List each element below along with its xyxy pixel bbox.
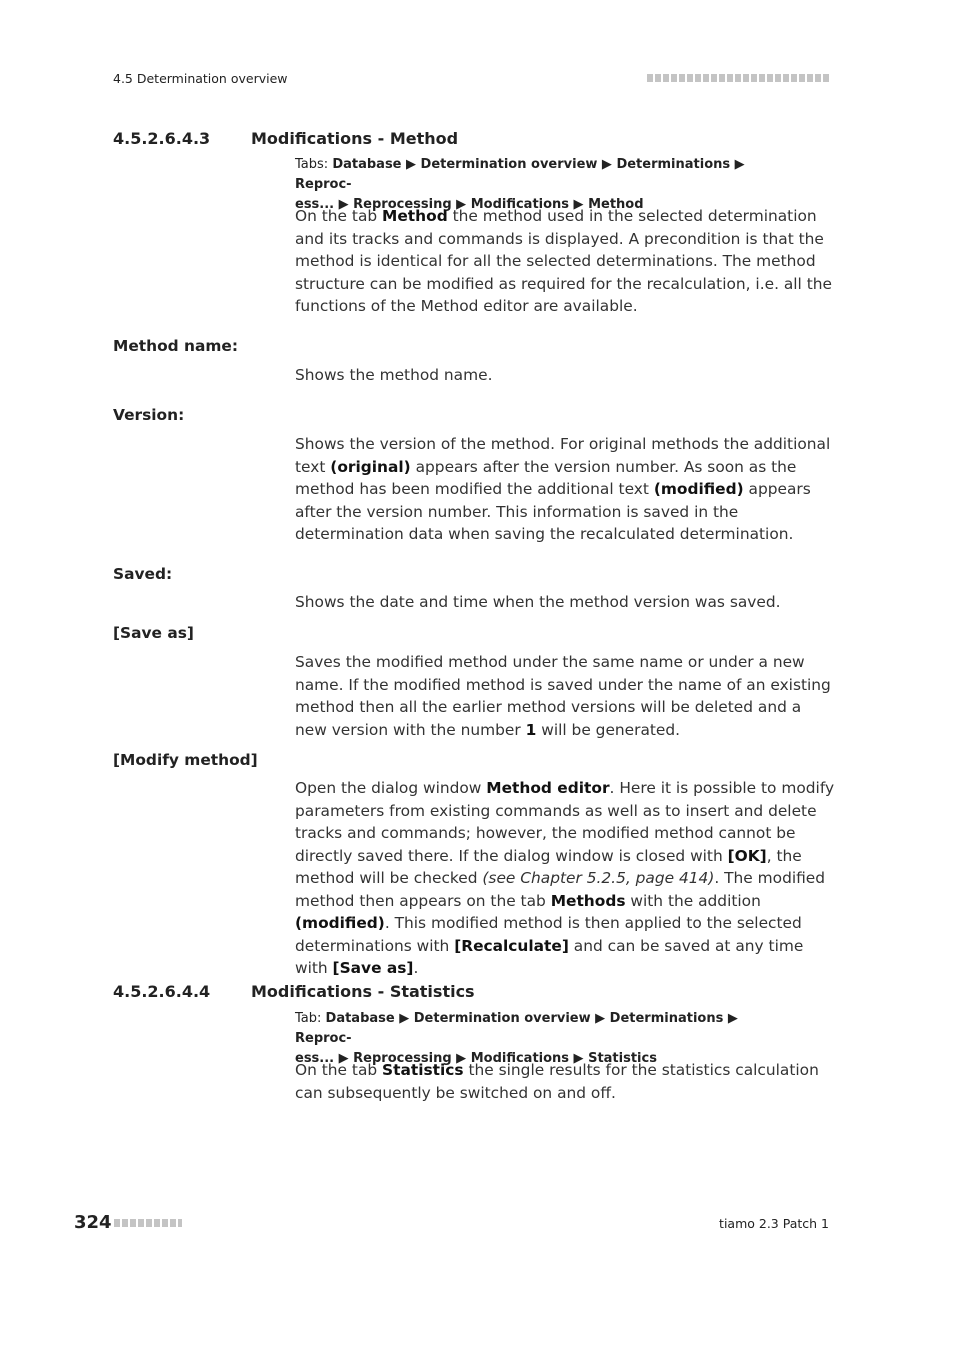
footer-dot-bar [114, 1219, 182, 1227]
tabs-path-line2: ess... ▶ Reprocessing ▶ Modifications ▶ Statistics [295, 1051, 657, 1066]
intro-paragraph: On the tab Method the method used in the selected determination and its tracks and commands is displayed. A precondition is that the method is identical for all the selected determinations. The method structure can be modified as required for the recalculation, i.e. all the functions of the Method editor are available. [295, 207, 832, 315]
term-modify-method: [Modify method] [113, 751, 258, 769]
tabs-path-line1: Database ▶ Determination overview ▶ Determinations ▶ Reproc- [295, 157, 745, 192]
desc-save-as: Saves the modified method under the same name or under a new name. If the modified method is saved under the name of an existing method then all the earlier method versions will be deleted and a new version with the number 1 will be generated. [295, 653, 831, 739]
term-save-as: [Save as] [113, 624, 194, 642]
term-version: Version: [113, 406, 185, 424]
page-number: 324 [74, 1212, 112, 1233]
section-number: 4.5.2.6.4.3 [113, 129, 211, 148]
tabs-path-line2: ess... ▶ Reprocessing ▶ Modifications ▶ Method [295, 197, 644, 212]
section-title: Modifications - Method [251, 129, 459, 148]
desc-modify-method: Open the dialog window Method editor. Here it is possible to modify parameters from existing commands as well as to insert and delete tracks and commands; however, the modified method cannot be directly saved there. If the dialog window is closed with [OK], the method will be checked (see Chapter 5.2.5, page 414). The modified method then appears on the tab Methods with the addition (modified). This modified method is then applied to the selected determinations with [Recalculate] and can be saved at any time with [Save as]. [295, 779, 835, 977]
tabs-label: Tabs: [295, 157, 329, 172]
product-name: tiamo 2.3 Patch 1 [719, 1216, 829, 1231]
desc-saved: Shows the date and time when the method version was saved. [295, 593, 781, 611]
header-dot-bar [647, 74, 829, 82]
tabs-path-line1: Database ▶ Determination overview ▶ Determinations ▶ Reproc- [295, 1011, 738, 1046]
term-method-name: Method name: [113, 337, 238, 355]
term-saved: Saved: [113, 565, 173, 583]
desc-version: Shows the version of the method. For original methods the additional text (original) appears after the version number. As soon as the method has been modified the additional text (modified) appears after the version number. This information is saved in the determination data when saving the recalculated determination. [295, 435, 831, 543]
intro-paragraph: On the tab Statistics the single results for the statistics calculation can subsequently be switched on and off. [295, 1061, 819, 1102]
tabs-label: Tab: [295, 1011, 322, 1026]
desc-method-name: Shows the method name. [295, 366, 493, 384]
running-header: 4.5 Determination overview [113, 71, 288, 86]
section-number: 4.5.2.6.4.4 [113, 982, 211, 1001]
section-title: Modifications - Statistics [251, 982, 475, 1001]
